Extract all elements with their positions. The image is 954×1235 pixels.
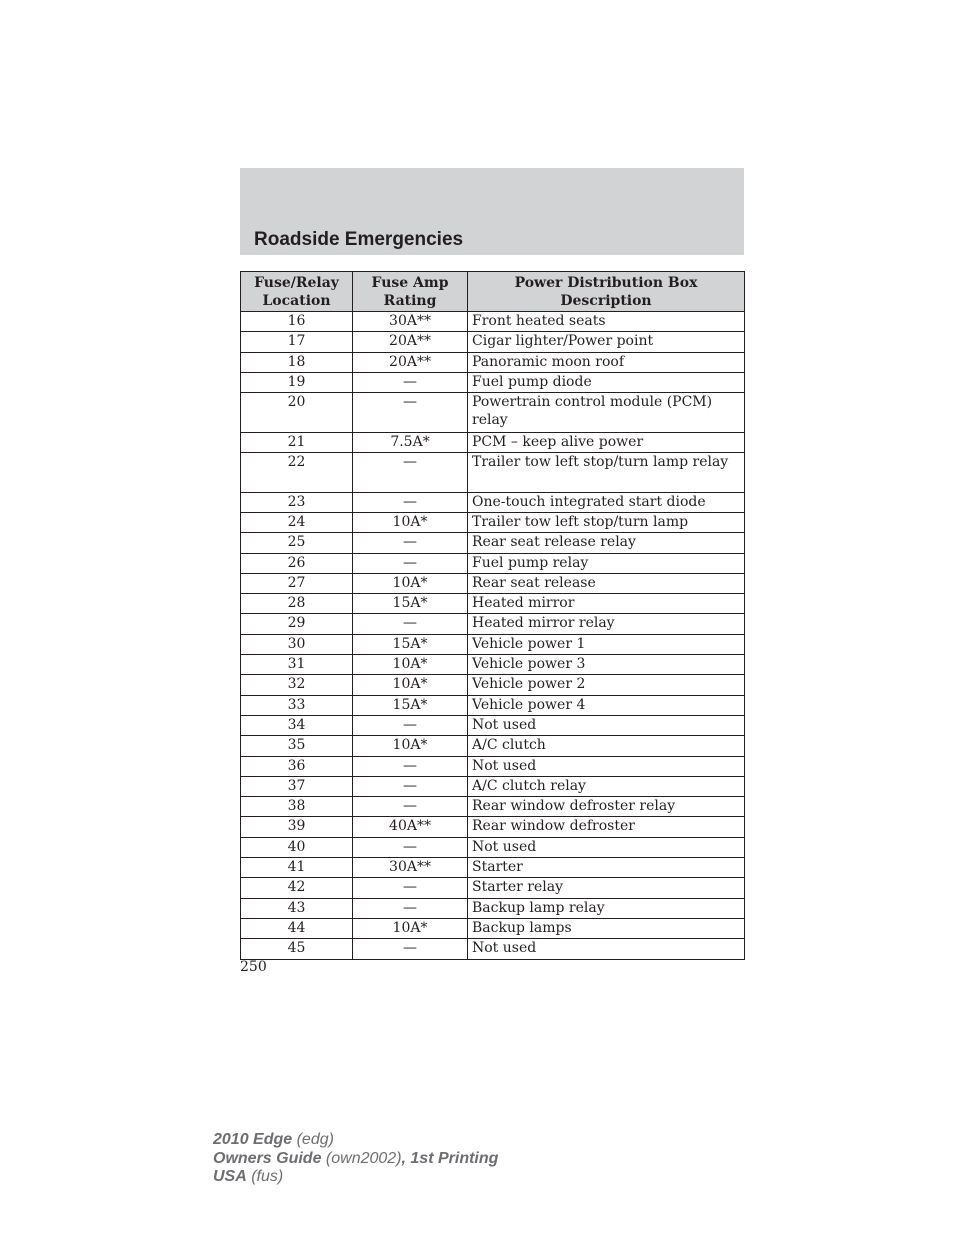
cell-rating: — (353, 393, 468, 433)
cell-description: A/C clutch (468, 736, 745, 756)
table-row (241, 393, 745, 433)
cell-rating: — (353, 372, 468, 392)
table-row (241, 594, 745, 614)
cell-location: 32 (241, 675, 353, 695)
cell-location: 40 (241, 837, 353, 857)
cell-location: 22 (241, 453, 353, 493)
cell-rating: — (353, 553, 468, 573)
cell-description: Not used (468, 715, 745, 735)
cell-rating: 15A* (353, 634, 468, 654)
cell-description: Fuel pump relay (468, 553, 745, 573)
table-row (241, 453, 745, 493)
cell-rating: 20A** (353, 332, 468, 352)
cell-description: Backup lamp relay (468, 898, 745, 918)
cell-rating: — (353, 492, 468, 512)
cell-description: Starter (468, 858, 745, 878)
table-row (241, 756, 745, 776)
cell-rating: — (353, 837, 468, 857)
page-number: 250 (240, 959, 267, 975)
cell-description: Vehicle power 1 (468, 634, 745, 654)
cell-location: 24 (241, 512, 353, 532)
cell-location: 37 (241, 776, 353, 796)
cell-location: 19 (241, 372, 353, 392)
footer-model-code: (edg) (292, 1131, 334, 1148)
footer-line-2 (213, 1150, 498, 1169)
table-row (241, 655, 745, 675)
cell-rating: — (353, 453, 468, 493)
cell-rating: — (353, 898, 468, 918)
cell-location: 25 (241, 533, 353, 553)
cell-location: 36 (241, 756, 353, 776)
cell-location: 38 (241, 797, 353, 817)
section-title: Roadside Emergencies (254, 229, 464, 250)
table-row (241, 312, 745, 332)
cell-location: 30 (241, 634, 353, 654)
table-row (241, 858, 745, 878)
cell-description: Panoramic moon roof (468, 352, 745, 372)
cell-description: Vehicle power 4 (468, 695, 745, 715)
cell-rating: — (353, 878, 468, 898)
table-row (241, 715, 745, 735)
table-row (241, 878, 745, 898)
cell-location: 39 (241, 817, 353, 837)
column-header-location: Fuse/Relay Location (241, 272, 353, 312)
table-row (241, 553, 745, 573)
table-row (241, 614, 745, 634)
cell-location: 35 (241, 736, 353, 756)
cell-rating: 7.5A* (353, 432, 468, 452)
table-row (241, 736, 745, 756)
cell-description: Not used (468, 939, 745, 959)
table-row (241, 352, 745, 372)
cell-rating: — (353, 939, 468, 959)
footer-guide: Owners Guide (213, 1149, 322, 1167)
cell-location: 42 (241, 878, 353, 898)
cell-rating: 15A* (353, 594, 468, 614)
cell-description: Cigar lighter/Power point (468, 332, 745, 352)
cell-description: Not used (468, 837, 745, 857)
cell-description: Starter relay (468, 878, 745, 898)
footer-line-3 (213, 1168, 498, 1187)
cell-location: 41 (241, 858, 353, 878)
footer-guide-code: (own2002) (321, 1149, 402, 1167)
table-row (241, 918, 745, 938)
cell-rating: — (353, 715, 468, 735)
cell-description: Heated mirror relay (468, 614, 745, 634)
cell-rating: 10A* (353, 675, 468, 695)
cell-rating: 20A** (353, 352, 468, 372)
cell-location: 43 (241, 898, 353, 918)
cell-rating: 30A** (353, 858, 468, 878)
fuse-table (240, 271, 745, 960)
cell-rating: — (353, 614, 468, 634)
cell-rating: 10A* (353, 655, 468, 675)
cell-rating: 10A* (353, 918, 468, 938)
cell-location: 26 (241, 553, 353, 573)
cell-description: PCM – keep alive power (468, 432, 745, 452)
cell-location: 31 (241, 655, 353, 675)
cell-rating: 10A* (353, 512, 468, 532)
table-row (241, 776, 745, 796)
table-row (241, 512, 745, 532)
column-header-rating: Fuse Amp Rating (353, 272, 468, 312)
cell-location: 34 (241, 715, 353, 735)
cell-location: 45 (241, 939, 353, 959)
cell-location: 17 (241, 332, 353, 352)
cell-location: 23 (241, 492, 353, 512)
cell-location: 20 (241, 393, 353, 433)
cell-description: Vehicle power 2 (468, 675, 745, 695)
table-body (241, 312, 745, 960)
cell-rating: — (353, 797, 468, 817)
section-header-band (240, 168, 744, 255)
cell-rating: — (353, 533, 468, 553)
cell-rating: 40A** (353, 817, 468, 837)
cell-rating: 15A* (353, 695, 468, 715)
cell-description: Rear seat release relay (468, 533, 745, 553)
footer-region-code: (fus) (246, 1168, 284, 1185)
footer-printing: , 1st Printing (401, 1149, 499, 1167)
cell-location: 28 (241, 594, 353, 614)
table-row (241, 797, 745, 817)
footer-model: 2010 Edge (213, 1131, 293, 1148)
cell-rating: — (353, 776, 468, 796)
cell-description: Vehicle power 3 (468, 655, 745, 675)
table-row (241, 817, 745, 837)
cell-location: 44 (241, 918, 353, 938)
cell-description: Rear window defroster relay (468, 797, 745, 817)
table-row (241, 432, 745, 452)
table-header-row (241, 272, 745, 312)
table-row (241, 492, 745, 512)
cell-description: Not used (468, 756, 745, 776)
cell-location: 33 (241, 695, 353, 715)
cell-description: Trailer tow left stop/turn lamp (468, 512, 745, 532)
cell-description: Rear window defroster (468, 817, 745, 837)
cell-rating: 10A* (353, 736, 468, 756)
cell-rating: 30A** (353, 312, 468, 332)
cell-rating: — (353, 756, 468, 776)
footer-region: USA (213, 1168, 247, 1185)
table-row (241, 939, 745, 959)
table-row (241, 634, 745, 654)
cell-description: Heated mirror (468, 594, 745, 614)
cell-description: Fuel pump diode (468, 372, 745, 392)
footer (213, 1131, 498, 1187)
cell-location: 29 (241, 614, 353, 634)
cell-description: Trailer tow left stop/turn lamp relay (468, 453, 745, 493)
cell-description: A/C clutch relay (468, 776, 745, 796)
column-header-description: Power Distribution Box Description (468, 272, 745, 312)
cell-location: 18 (241, 352, 353, 372)
table-row (241, 332, 745, 352)
cell-location: 16 (241, 312, 353, 332)
footer-line-1 (213, 1131, 498, 1150)
cell-rating: 10A* (353, 573, 468, 593)
cell-description: Powertrain control module (PCM) relay (468, 393, 745, 433)
table-row (241, 372, 745, 392)
cell-location: 27 (241, 573, 353, 593)
cell-location: 21 (241, 432, 353, 452)
table-row (241, 837, 745, 857)
table-row (241, 898, 745, 918)
table-row (241, 573, 745, 593)
cell-description: One-touch integrated start diode (468, 492, 745, 512)
table-row (241, 533, 745, 553)
cell-description: Front heated seats (468, 312, 745, 332)
cell-description: Rear seat release (468, 573, 745, 593)
cell-description: Backup lamps (468, 918, 745, 938)
table-row (241, 695, 745, 715)
table-row (241, 675, 745, 695)
